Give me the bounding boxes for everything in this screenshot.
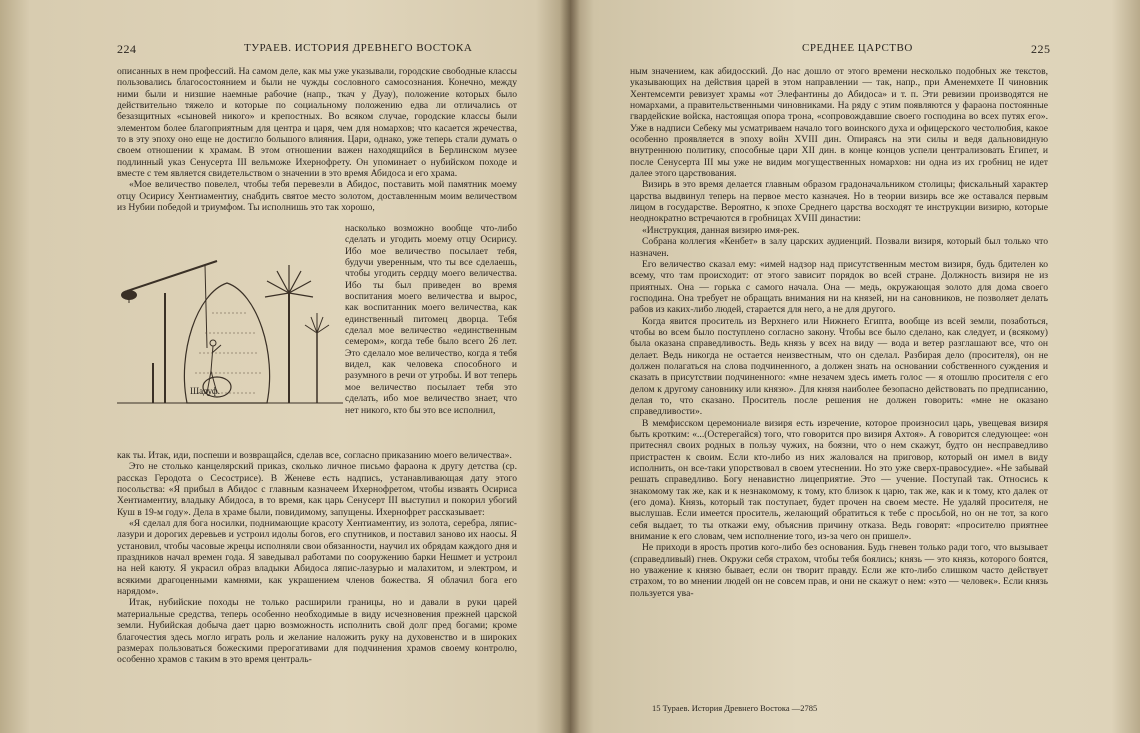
paragraph: как ты. Итак, иди, поспеши и возвращайся, сделав все, согласно приказанию моего величества». <box>117 450 512 461</box>
text-wrap-column <box>345 223 517 416</box>
paragraph: насколько возможно вообще что-либо сделать и угодить моему отцу Осирису. Ибо мое величество посылает тебя, будучи уверенным, что ты все сделаешь, чтобы угодить сердцу моего величества. Ибо ты был приведен во время воспитания моего величества и вырос, как воспитанник моего величества, как единственный питомец дворца. Тебя сделал мое величество «единственным семером», когда тебе было всего 26 лет. Это сделало мое величество, когда я тебя видел, как человека способного и разумного в речи от утробы. И вот теперь мое величество посылает тебя это сделать, ибо мое величество знает, что нет никого, кто бы это все исполнил, <box>345 223 517 416</box>
running-head: ТУРАЕВ. ИСТОРИЯ ДРЕВНЕГО ВОСТОКА <box>244 42 473 54</box>
text-block-top <box>117 66 517 213</box>
paragraph: Когда явится проситель из Верхнего или Нижнего Египта, вообще из всей земли, позаботься, чтобы во всем было поступлено согласно закону. Чтобы все было сделано, как следует, и (всякому) была оказана справедливость. Ведь князь у всех на виду — вода и ветер разглашают все, что он делает. Ведь никогда не остается неизвестным, что он сделал. Разбирая дело (просителя), он не должен полагаться на слова подчиненного, а должен знать на основании собственного суждения и сказать в присутствии подчиненного: «мне незачем здесь иметь голос — я отошлю просителя с его делом к другому сановнику или князю». Для князя наиболее безопасно действовать по предписанию, делая то, что сказано. Проситель после решения не должен говорить: «мне не оказано справедливости». <box>630 315 1048 418</box>
page-number: 224 <box>117 42 137 56</box>
paragraph: Итак, нубийские походы не только расширили границы, но и давали в руки царей материальные средства, теперь особенно необходимые в виду исчезновения прежней царской земли. Нубийская добыча дает царю возможность исполнить свой долг пред богами; кроме благочестия здесь могло играть роль и желание наложить руку на духовенство и в широких размерах пользоваться божескими прерогативами для подчинения храмов своему контролю, особенно храмов с таким в это время централь- <box>117 597 517 666</box>
paragraph: ным значением, как абидосский. До нас дошло от этого времени несколько подобных же текстов, указывающих на действия царей в этом направлении — так, напр., при Аменемхете II чиновник Хентемсемти ревизует храмы «от Элефантины до Абидоса» и т. п. Эти ревизии производятся не номархами, а правительственными чиновниками. На ряду с этим появляются у фараона постоянные гвардейские войска, настоящая опора трона, «сопровождавшие своего господина во всех путях его». Уже в надписи Себеку мы усматриваем начало того воинского духа и офицерского честолюбия, какое особенно проявляется в эпоху войн XVIII дин. Опираясь на эти силы и ведя дальновидную внутреннюю политику, способные цари XII дин. в конце концов успели централизовать Египет, и после Сенусерта III мы уже не видим могущественных номархов: ни одна из их гробниц не идет далее этого царствования. <box>630 66 1048 180</box>
paragraph: В мемфисском церемониале визиря есть изречение, которое произносил царь, увещевая визиря быть кротким: «...(Остерегайся) того, что говорится про визиря Ахтоя». А говорится следующее: «он притеснял своих родных в пользу чужих, на боязни, что о нем скажут, будто он несправедливо пристрастен к своим. Если кто-либо из них жаловался на приговор, который он имел в виду исполнить, он все-таки упорствовал в своем утеснении. Но это уже сверх-правосудие». «Не забывай решать справедливо. Богу ненавистно лицеприятие. Это — учение. Поступай так. Относись к знакомому так же, как и к незнакомому, к тому, кто близок к царю, так же, как и к тому, кто далек от (его дома). Князь, который так поступает, будет прочен на своем месте. Не удаляй просителя, не выслушав. Если имеется проситель, желающий обратиться к тебе с просьбой, но он не тот, за кого себя выдает, то ты откажи ему, объяснив причину отказа. Ведь говорят: «просителю приятнее внимание к его словам, чем исполнение того, из-за чего он пришел». <box>630 417 1048 543</box>
paragraph: Его величество сказал ему: «имей надзор над присутственным местом визиря, будь бдителен ко всему, что там происходит: от этого зависит порядок во всей стране. Должность визиря не из приятных. Она — горька с самого начала. Она — медь, окружающая золото для дома своего господина. Она требует не обращать внимания ни на князей, ни на сановников, не позволяет делать рабов из каких-либо людей, старается для него, а не для другого. <box>630 258 1048 316</box>
shaduf-illustration <box>117 233 343 433</box>
paragraph: Визирь в это время делается главным образом градоначальником столицы; фискальный характер царства выдвинул теперь на первое место казначея. Но в теории визирь все же оставался первым лицом в государстве. Вероятно, к эпохе Среднего царства восходят те инструкции визирю, которые неоднократно встречаются в гробницах XVIII династии: <box>630 179 1048 225</box>
paragraph: «Мое величество повелел, чтобы тебя перевезли в Абидос, поставить мой памятник моему отцу Осирису Хентиаментиу, снабдить святое место золотом, доставленным моим величеством из Нубии победой и триумфом. Ты исполнишь это так хорошо, <box>117 179 517 214</box>
paragraph: «Я сделал для бога носилки, поднимающие красоту Хентиаментиу, из золота, серебра, ляпис-лазури и дорогих деревьев и устроил идолы богов, его спутников, и поставил заново их наосы. Я установил, чтобы часовые жрецы исполняли свои обязанности, научил их обрядам каждого дня и праздников начал времен года. Я заведывал работами по сооружению барки Нешмет и устроил на ней каюту. Я украсил образ владыки Абидоса ляпис-лазурью и малахитом, и электром, и всякими драгоценными камнями, как украшением членов божества. Я облачил бога его нарядом». <box>117 518 517 598</box>
paragraph: «Инструкция, данная визирю имя-рек. <box>642 224 800 236</box>
text-block-bottom <box>117 450 517 666</box>
text-block <box>630 66 1048 599</box>
right-page <box>570 0 1140 733</box>
paragraph: Это не столько канцелярский приказ, сколько личное письмо фараона к другу детства (ср. рассказ Геродота о Сесострисе). В Женеве есть надпись, устанавливающая дату этого посольства: «Я прибыл в Абидос с главным казначеем Ихернофретом, чтобы изваять Осириса Хентиаментиу, владыку Абидоса, в то время, как царь Сенусерт III выступил и покорил убогий Куш в 19-м году». Дела в храме были, повидимому, запущены. Ихернофрет рассказывает: <box>117 461 517 518</box>
page-footer: 15 Тураев. История Древнего Востока —2785 <box>652 703 818 713</box>
paragraph: описанных в нем профессий. На самом деле, как мы уже указывали, городские свободные классы пользовались благосостоянием и были не чужды сословного самосознания. Конечно, между ними были и низшие наемные рабочие (напр., ткач у Дуау), положение которых было действительно тяжело и которые по социальному положению едва ли отличались от безазщитных «сыновей никого» и крепостных. Во всяком случае, городские классы были элементом более благоприятным для центра и царя, чем для номархов; что касается жречества, то в эту эпоху оно еще не достигло большого влияния. Цари, однако, уже теперь стали думать о своем отношении к храмам. В этом отношении важен находящийся в Берлинском музее подлинный указ Сенусерта III вельможе Ихернофрету. Он упоминает о нубийском походе и вместе с тем является свидетельством о значении в это время Абидоса и его храма. <box>117 66 517 180</box>
paragraph: Не приходи в ярость против кого-либо без основания. Будь гневен только ради того, что вызывает (справедливый) гнев. Окружи себя страхом, чтобы тебя боялись; князь — это князь, которого боятся, но уважение к князю бывает, если он творит правду. Если же кто-либо слишком часто действует страхом, то во мнении людей он не совсем прав, и они не скажут о нем: «это — человек». Если князь пользуется ува- <box>630 542 1048 599</box>
figure-caption: Шадуф. <box>190 386 221 396</box>
page-number: 225 <box>1031 42 1051 56</box>
paragraph: Собрана коллегия «Кенбет» в залу царских аудиенций. Позвали визиря, который был только что назначен. <box>630 236 1048 259</box>
running-head: СРЕДНЕЕ ЦАРСТВО <box>802 42 913 54</box>
book-gutter <box>560 0 580 733</box>
